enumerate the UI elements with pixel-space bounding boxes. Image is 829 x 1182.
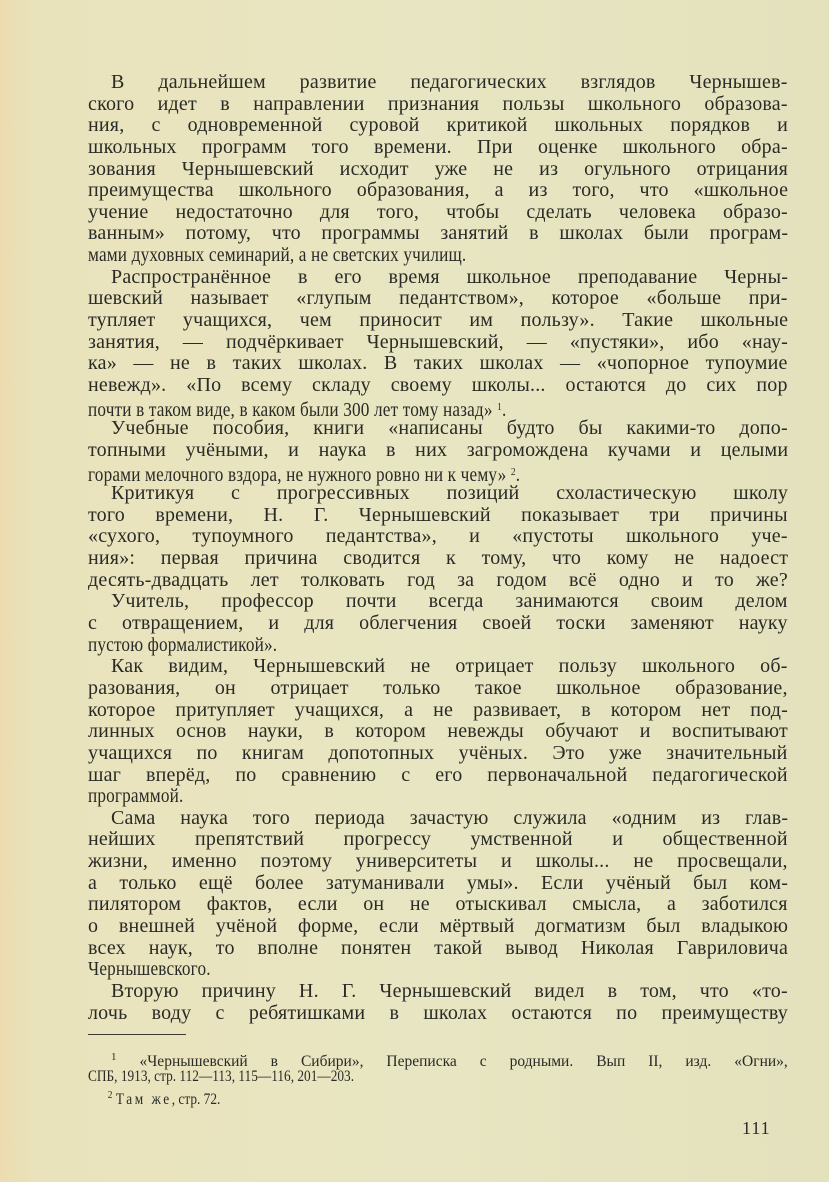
text-line: жизни, именно поэтому университеты и школы... не просвещали, <box>88 850 788 873</box>
footnote-text: «Чернышевский в Сибири», Переписка с родными. Вып II, изд. «Огни», <box>139 1053 788 1070</box>
text-line: с отвращением, и для облегчения своей тоски заменяют науку <box>88 612 788 635</box>
footnote-line: СПБ, 1913, стр. 112—113, 115—116, 201—203. <box>88 1068 355 1085</box>
paragraph-4 <box>88 483 788 591</box>
text-line: В дальнейшем развитие педагогических взглядов Чернышев- <box>111 71 788 93</box>
paragraph-1 <box>88 72 788 267</box>
text-line: тупляет учащихся, чем приносит им пользу». Такие школьные <box>88 309 789 332</box>
text-line: Критикуя с прогрессивных позиций схоластическую школу <box>111 482 789 505</box>
page-number: 111 <box>742 1118 771 1138</box>
text-line: пилятором фактов, если он не отыскивал смысла, а заботился <box>88 893 788 916</box>
text-line: всех наук, то вполне понятен такой вывод Николая Гавриловича <box>88 936 789 959</box>
text-line: шевский называет «глупым педантством», которое «больше при- <box>88 287 788 310</box>
footnotes <box>88 1048 788 1108</box>
text-line: почти в таком виде, в каком были 300 лет тому назад» $^1$. <box>88 398 507 421</box>
text-line: десять-двадцать лет толковать год за годом всё одно и то же? <box>88 568 788 591</box>
text-fragment: горами мелочного вздора, не нужного ровно ни к чему» <box>88 463 507 486</box>
text-line: ния, с одновременной суровой критикой школьных порядков и <box>88 114 789 137</box>
paragraph-5 <box>88 591 788 656</box>
text-line: программой. <box>88 785 184 808</box>
text-line: мами духовных семинарий, а не светских училищ. <box>88 244 467 267</box>
text-line: «сухого, тупоумного педантства», и «пустоты школьного уче- <box>88 525 788 548</box>
footnote-1 <box>88 1048 788 1086</box>
footnote-separator <box>88 1034 186 1035</box>
text-line: нейших препятствий прогрессу умственной и общественной <box>88 828 788 851</box>
text-line: пустою формалистикой». <box>88 633 278 656</box>
text-line: невежд». «По всему складу своему школы... остаются до сих пор <box>88 373 788 396</box>
paragraph-3 <box>88 417 789 486</box>
text-line: занятия, — подчёркивает Чернышевский, — «пустяки», ибо «нау- <box>88 330 789 353</box>
paragraph-2 <box>88 265 789 421</box>
footnote-line <box>88 1048 788 1070</box>
footnote-spaced-text: Там же <box>115 1091 172 1108</box>
text-line: ния»: первая причина сводится к тому, что кому не надоест <box>88 547 789 570</box>
text-line: о внешней учёной форме, если мёртвый догматизм был владыкою <box>88 914 789 937</box>
text-line: горами мелочного вздора, не нужного ровно ни к чему» $^2$. <box>88 463 521 486</box>
footnote-marker: 2 <box>107 1089 113 1101</box>
text-line: шаг вперёд, по сравнению с его первоначальной педагогической <box>88 763 788 786</box>
text-line: Вторую причину Н. Г. Чернышевский видел в том, что «то- <box>111 979 788 1002</box>
footnote-ref-2[interactable]: 2 <box>510 465 516 478</box>
text-line: школьных программ того времени. При оценке школьного обра- <box>88 135 788 158</box>
footnote-2 <box>88 1086 788 1108</box>
text-line: зования Чернышевский исходит уже не из огульного отрицания <box>88 157 789 180</box>
footnote-marker: 1 <box>111 1051 117 1063</box>
text-line: топными учёными, и наука в них загромождена кучами и целыми <box>88 438 789 461</box>
text-fragment: почти в таком виде, в каком были 300 лет тому назад» <box>88 398 493 421</box>
page-body <box>88 72 788 1024</box>
text-line: Учебные пособия, книги «написаны будто бы какими-то допо- <box>111 417 788 440</box>
text-line: Чернышевского. <box>88 958 211 981</box>
footnote-ref-1[interactable]: 1 <box>497 400 502 413</box>
text-line: Сама наука того периода зачастую служила «одним из глав- <box>111 806 789 829</box>
paragraph-8 <box>88 981 788 1024</box>
text-line: ского идет в направлении признания пользы школьного образова- <box>88 92 788 115</box>
paragraph-6 <box>88 656 788 807</box>
paragraph-7 <box>88 808 788 981</box>
text-line: того времени, Н. Г. Чернышевский показывает три причины <box>88 503 788 526</box>
text-line: ванным» потому, что программы занятий в школах были програм- <box>88 222 789 245</box>
footnote-line <box>88 1086 221 1108</box>
text-line: учащихся по книгам допотопных учёных. Это уже значительный <box>88 741 788 764</box>
footnote-text: , стр. 72. <box>171 1091 221 1108</box>
text-line: лочь воду с ребятишками в школах остаются по преимуществу <box>88 1001 788 1024</box>
text-line: которое притупляет учащихся, а не развивает, в котором нет под- <box>88 698 789 721</box>
text-line: Распространённое в его время школьное преподавание Черны- <box>111 265 789 288</box>
text-line: а только ещё более затуманивали умы». Если учёный был ком- <box>88 871 789 894</box>
text-line: разования, он отрицает только такое школьное образование, <box>88 676 788 699</box>
text-line: Учитель, профессор почти всегда занимаются своим делом <box>111 590 788 613</box>
text-line: преимущества школьного образования, а из того, что «школьное <box>88 179 789 202</box>
text-line: учение недостаточно для того, чтобы сделать человека образо- <box>88 200 788 223</box>
text-line: линных основ науки, в котором невежды обучают и воспитывают <box>88 720 788 743</box>
text-line: ка» — не в таких школах. В таких школах — «чопорное тупоумие <box>88 352 788 375</box>
text-line: Как видим, Чернышевский не отрицает пользу школьного об- <box>111 655 788 678</box>
